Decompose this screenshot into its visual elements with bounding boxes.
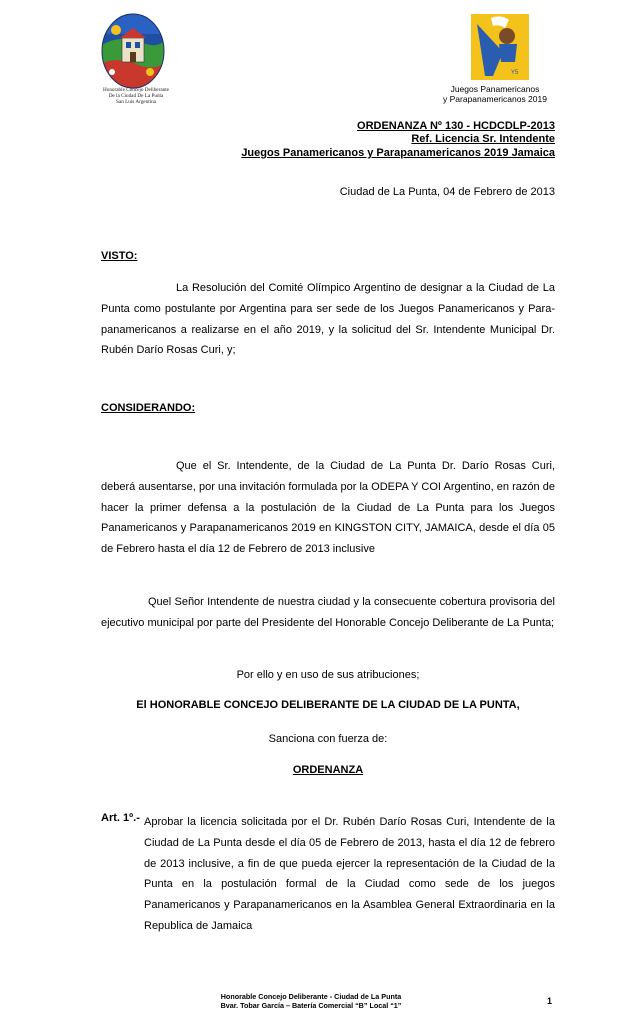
page-footer [180,992,442,1010]
council-declaration: El HONORABLE CONCEJO DELIBERANTE DE LA CIUDAD DE LA PUNTA, [136,699,520,711]
caption-line: y Parapanamericanos 2019 [443,94,547,104]
caption-line: De la Ciudad De La Punta [108,93,164,100]
council-logo-caption [86,87,186,106]
footer-line-2: Bvar. Tobar García – Batería Comercial “B” Local “1” [220,1001,402,1010]
footer-line-1: Honorable Concejo Deliberante - Ciudad de La Punta [220,992,402,1001]
caption-line: Juegos Panamericanos [450,84,540,94]
visto-heading: VISTO: [101,250,138,262]
games-logo [471,14,529,80]
games-logo-caption [430,84,560,104]
ordenanza-title: ORDENANZA [292,764,364,776]
considerando-paragraph-2: Quel Señor Intendente de nuestra ciudad y la consecuente cobertura provisoria del ejecutivo municipal por parte del Presidente del Honorable Concejo Deliberante de La Punta; [101,596,555,629]
council-logo [100,12,166,90]
svg-text:Y5: Y5 [511,70,519,76]
considerando-paragraph-3: Por ello y en uso de sus atribuciones; [236,669,420,681]
article-1-label: Art. 1º.- [101,812,140,824]
ordinance-subject: Juegos Panamericanos y Parapanamericanos 2019 Jamaica [241,147,555,159]
page-number: 1 [547,996,553,1006]
article-1-text: Aprobar la licencia solicitada por el Dr. Rubén Darío Rosas Curi, Intendente de la Ciudad de La Punta desde el día 05 de Febrero de 2013, hasta el día 12 de febrero de 2013 inclusive, a fin de que pueda ejercer la representación de la Ciudad de la Punta en la postulación formal de la Ciudad como sede de los juegos Panamericanos y Parapanamericanos en la Asamblea General Extraordinaria en la Republica de Jamaica [144,816,555,932]
sanciona-line: Sanciona con fuerza de: [268,733,388,745]
dateline: Ciudad de La Punta, 04 de Febrero de 2013 [339,186,555,198]
ordinance-reference: Ref. Licencia Sr. Intendente [411,133,555,145]
caption-line: San Luis Argentina [116,99,156,106]
considerando-heading: CONSIDERANDO: [101,402,196,414]
considerando-paragraph-1: Que el Sr. Intendente, de la Ciudad de La Punta Dr. Darío Rosas Curi, deberá ausentarse, por una invitación formulada por la ODEPA Y COI Argentino, en razón de hacer la primer defensa a la postulación de la Ciudad de La Punta para los Juegos Panamericanos y Parapanamericanos 2019 en KINGSTON CITY, JAMAICA, desde el día 05 de Febrero hasta el día 12 de Febrero de 2013 inclusive [101,460,555,556]
visto-paragraph: La Resolución del Comité Olímpico Argentino de designar a la Ciudad de La Punta como postulante por Argentina para ser sede de los Juegos Panamericanos y Para-panamericanos a realizarse en el año 2019, y la solicitud del Sr. Intendente Municipal Dr. Rubén Darío Rosas Curi, y; [101,282,555,357]
caption-line: Honorable Concejo Deliberante [103,87,169,93]
ordinance-number: ORDENANZA Nº 130 - HCDCDLP-2013 [357,120,555,132]
